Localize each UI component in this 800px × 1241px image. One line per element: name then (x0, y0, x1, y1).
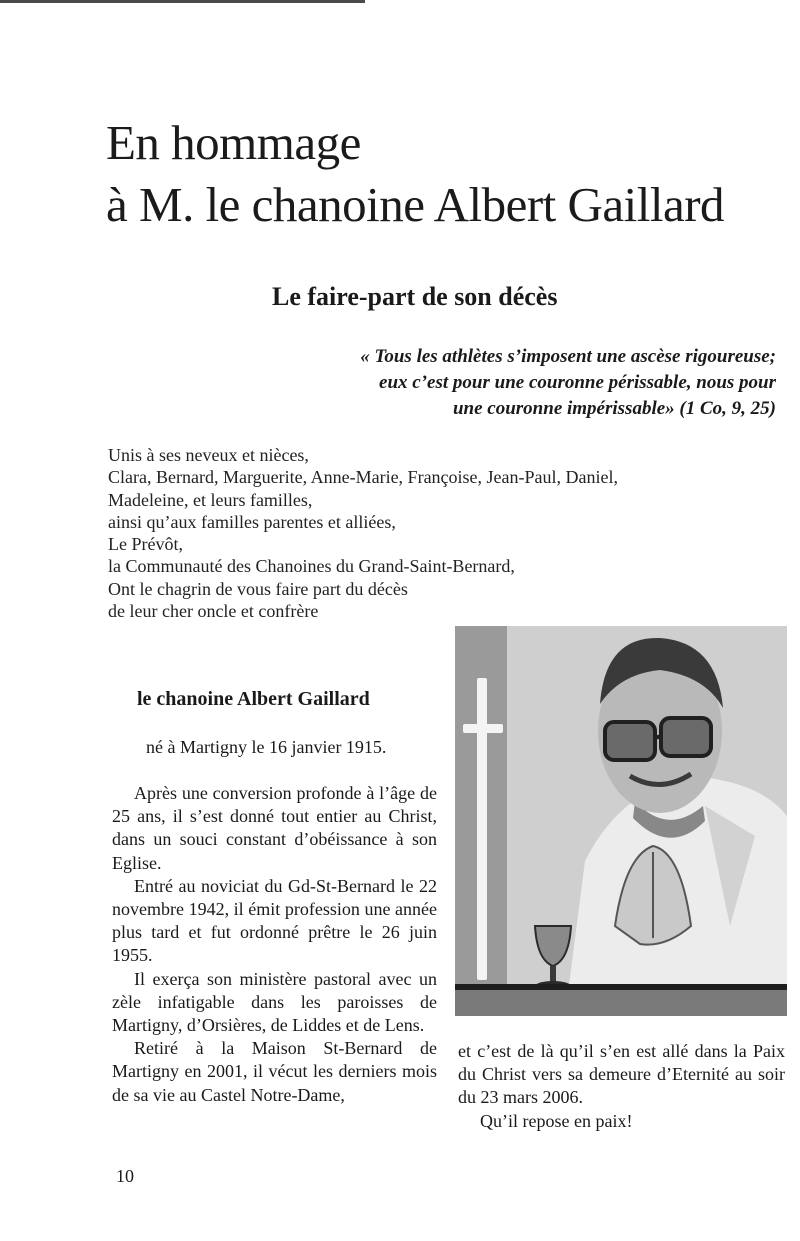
epigraph-quote (360, 344, 776, 422)
continuation-paragraph: et c’est de là qu’il s’en est allé dans la Paix du Christ vers sa demeure d’Eternité au soir du 23 mars 2006. (458, 1041, 785, 1108)
page-title (106, 112, 724, 236)
altar (455, 990, 787, 1016)
intro-line: ainsi qu’aux familles parentes et alliées, (108, 511, 396, 532)
intro-line: de leur cher oncle et confrère (108, 601, 319, 622)
biography-paragraph: Il exerça son ministère pastoral avec un zèle infatigable dans les paroisses de Martigny, d’Orsières, de Liddes et de Lens. (112, 968, 437, 1036)
top-rule (0, 0, 365, 3)
intro-line: Ont le chagrin de vous faire part du décès (108, 578, 408, 599)
epigraph-line-2: eux c’est pour une couronne périssable, nous pour (379, 372, 776, 393)
deceased-name: le chanoine Albert Gaillard (137, 688, 370, 710)
biography-column (112, 782, 437, 1107)
biography-paragraph: Retiré à la Maison St-Bernard de Martigny en 2001, il vécut les derniers mois de sa vie au Castel Notre-Dame, (112, 1038, 437, 1105)
glasses-left (605, 722, 655, 760)
title-line-1: En hommage (106, 115, 361, 170)
closing-prayer: Qu’il repose en paix! (480, 1110, 633, 1131)
intro-line: Le Prévôt, (108, 534, 183, 555)
announcement-intro (108, 444, 618, 622)
epigraph-line-3: une couronne impérissable» (1 Co, 9, 25) (452, 398, 776, 419)
biography-paragraph: Entré au noviciat du Gd-St-Bernard le 22 novembre 1942, il émit profession une année plus tard et fut ordonné prêtre le 26 juin 1955. (112, 875, 437, 966)
portrait-photo (455, 626, 787, 1016)
section-subtitle: Le faire-part de son décès (272, 282, 558, 311)
intro-line: Madeleine, et leurs familles, (108, 489, 313, 510)
title-line-2: à M. le chanoine Albert Gaillard (106, 177, 725, 232)
altar-edge (455, 984, 787, 990)
biography-paragraph: Après une conversion profonde à l’âge de 25 ans, il s’est donné tout entier au Christ, dans un souci constant d’obéissance à son Eglise. (112, 783, 437, 873)
glasses-right (661, 718, 711, 756)
epigraph-line-1: « Tous les athlètes s’imposent une ascèse rigoureuse; (360, 346, 776, 367)
closing-column (458, 1040, 785, 1133)
intro-line: Unis à ses neveux et nièces, (108, 445, 309, 465)
page-number: 10 (116, 1166, 134, 1186)
intro-line: Clara, Bernard, Marguerite, Anne-Marie, Françoise, Jean-Paul, Daniel, (108, 467, 618, 488)
intro-line: la Communauté des Chanoines du Grand-Saint-Bernard, (108, 556, 515, 577)
birth-line: né à Martigny le 16 janvier 1915. (146, 737, 387, 757)
